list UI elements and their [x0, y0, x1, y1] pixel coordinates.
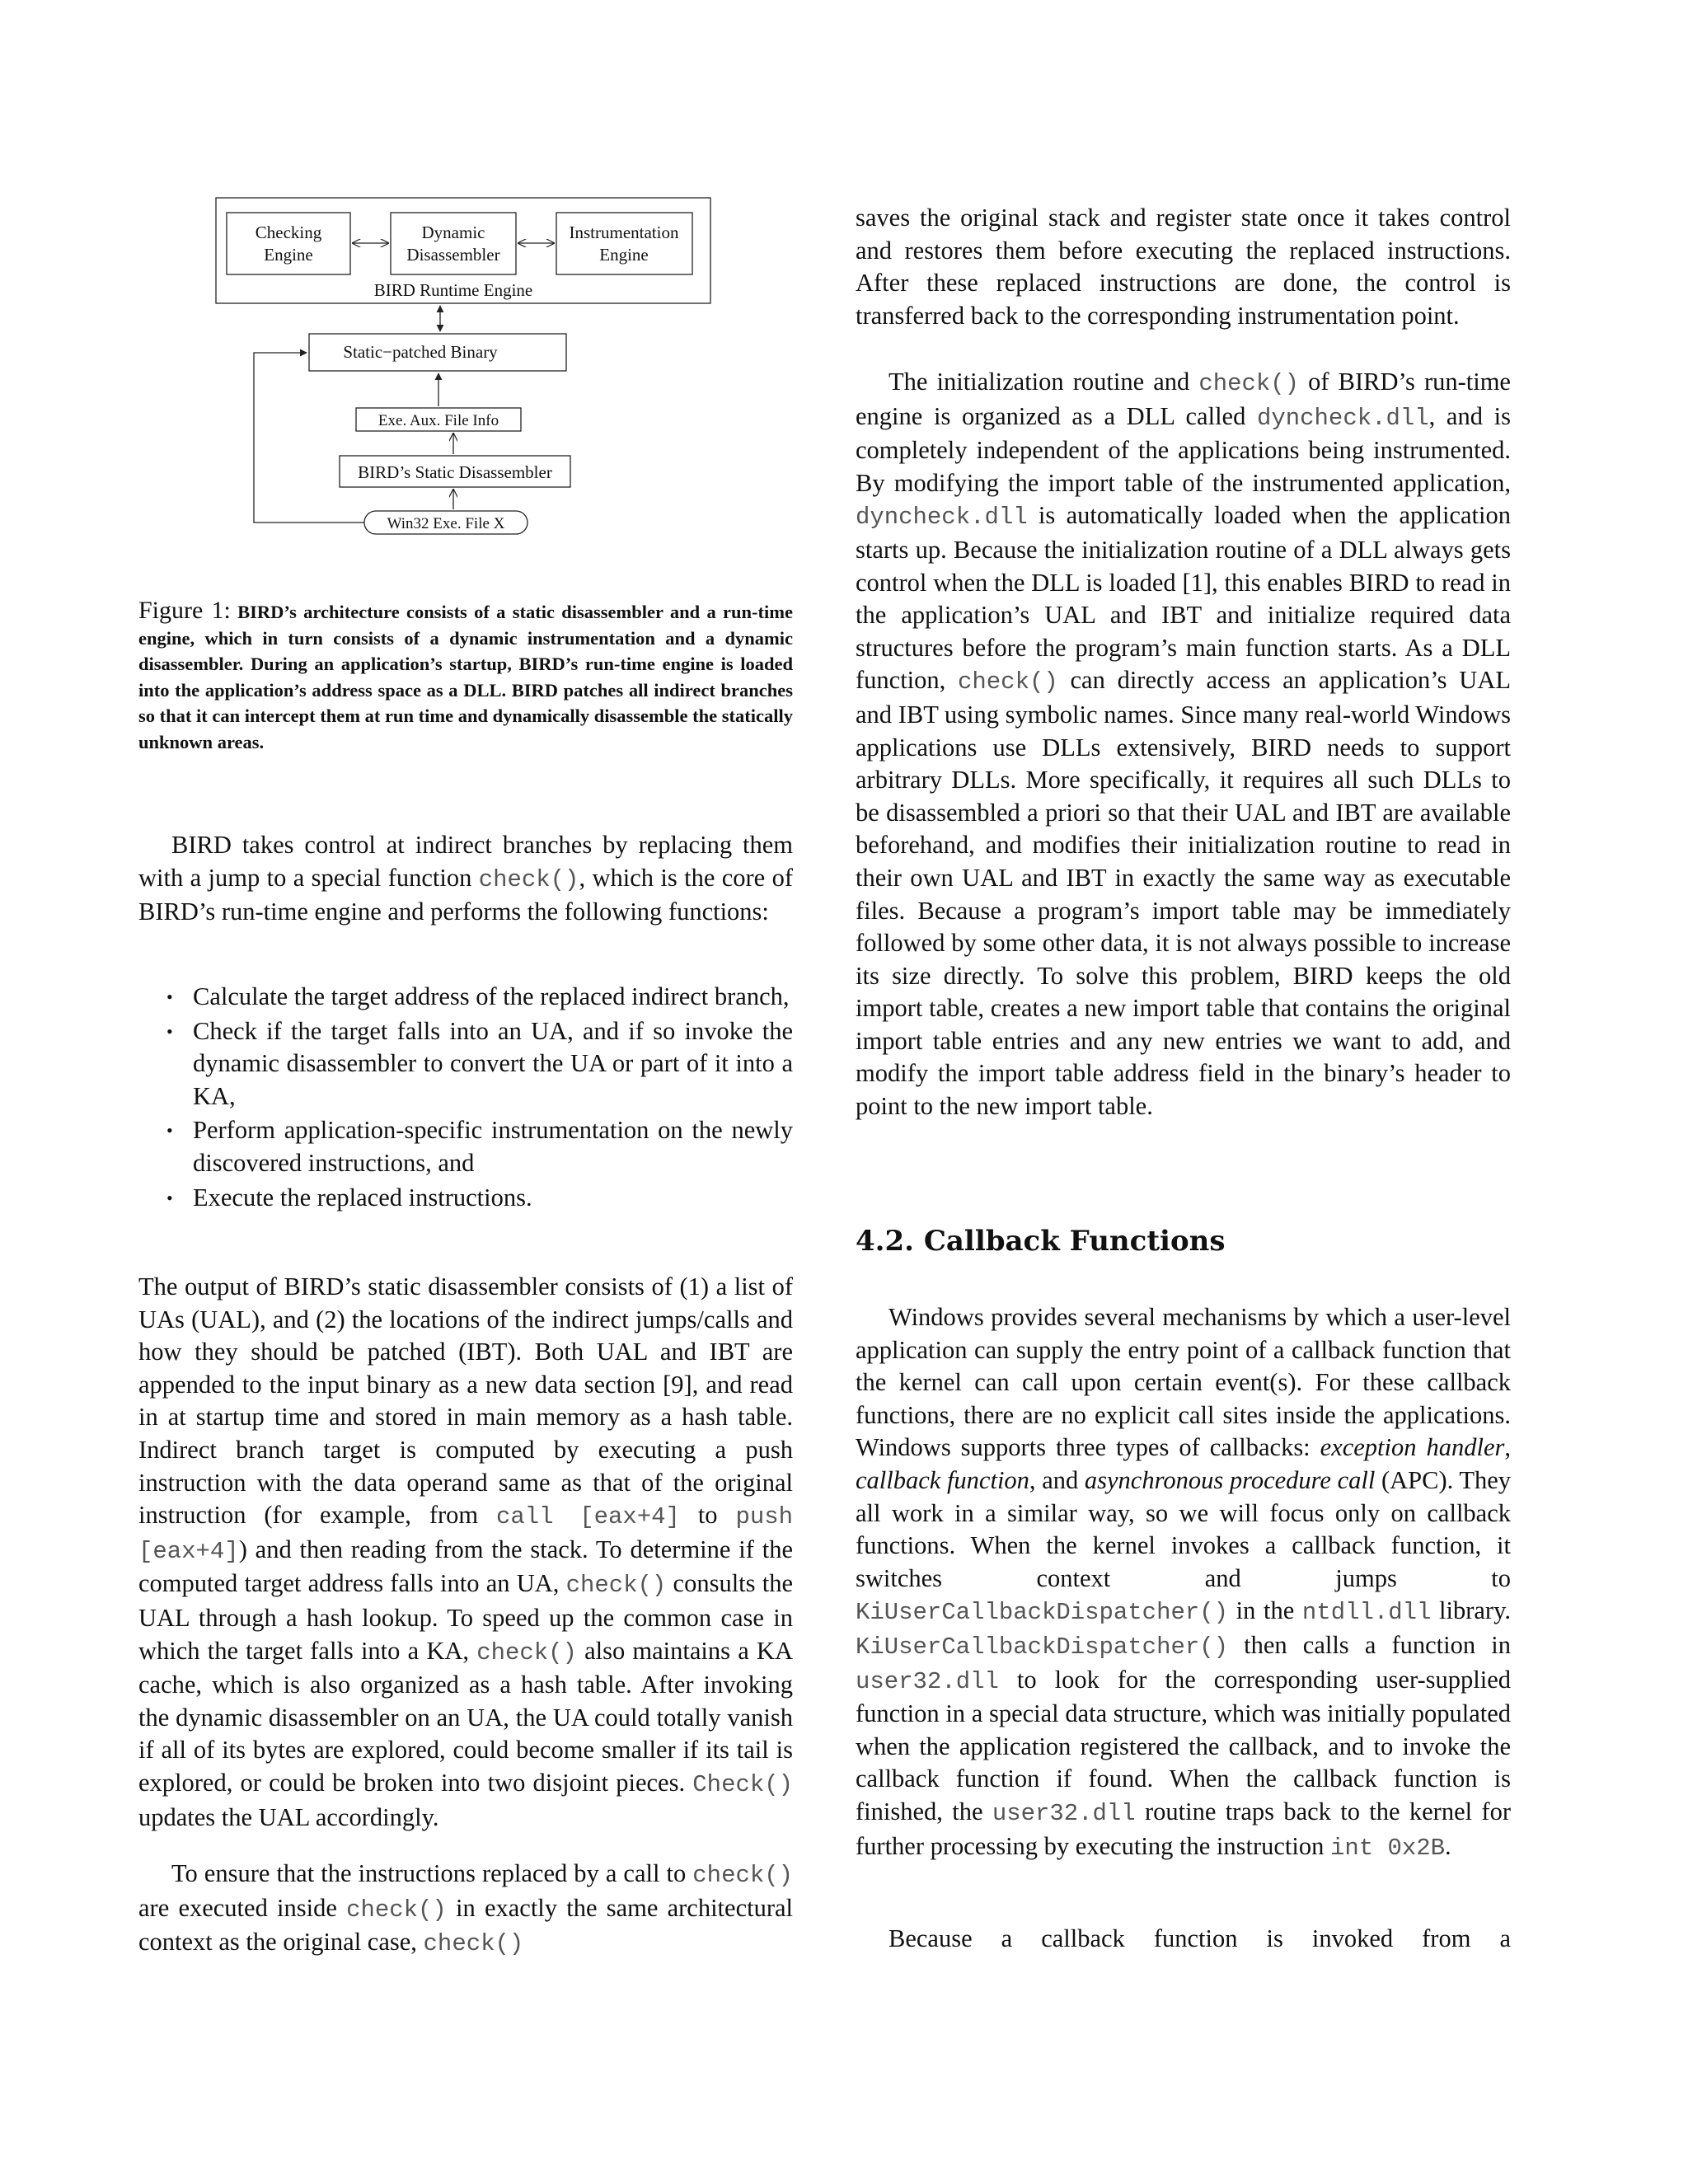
exe-aux-file-info-label: Exe. Aux. File Info [377, 412, 499, 429]
instrumentation-engine-label-1: Instrumentation [569, 223, 679, 242]
list-item: • Execute the replaced instructions. [166, 1183, 532, 1212]
figure-caption [138, 598, 793, 755]
paragraph-callback-invoked: Because a callback function is invoked from a [889, 1924, 1511, 1952]
dynamic-disassembler-label-1: Dynamic [421, 223, 485, 242]
figure-caption-label: Figure 1: [138, 597, 231, 624]
list-item: • Check if the target falls into an UA, and if so invoke the dynamic disassembler to convert the UA or part of it into a KA, [166, 1016, 793, 1110]
function-list [138, 981, 793, 1216]
paragraph-dll: The initialization routine and check() of BIRD’s run-time engine is organized as a DLL called dyncheck.dll, and is completely independent of the applications being instrumented. By modifying the import table of the instrumented application, dyncheck.dll is automatically loaded when the application starts up. Because the initialization routine of a DLL always gets control when the DLL is loaded [1], this enables BIRD to read in the application’s UAL and IBT and initialize required data structures before the program’s main function starts. As a DLL function, check() can directly access an application’s UAL and IBT using symbolic names. Since many real-world Windows applications use DLLs extensively, BIRD needs to support arbitrary DLLs. More specifically, it requires all such DLLs to be disassembled a priori so that their UAL and IBT are available beforehand, and modifies their initialization routine to read in their own UAL and IBT in exactly the same way as executable files. Because a program’s import table may be immediately followed by some other data, it is not always possible to increase its size directly. To solve this problem, BIRD keeps the old import table, creates a new import table that contains the original import table entries and any new entries we want to add, and modify the import table address field in the binary’s header to point to the new import table. [856, 368, 1511, 1121]
figure-caption-text: BIRD’s architecture consists of a static disassembler and a run-time engine, which in turn consists of a dynamic instrumentation and a dynamic disassembler. During an application’s startup, BIRD’s run-time engine is loaded into the application’s address space as a DLL. BIRD patches all indirect branches so that it can intercept them at run time and dynamically disassemble the statically unknown areas. [138, 602, 793, 752]
list-item: • Perform application-specific instrumentation on the newly discovered instructions, and [166, 1116, 793, 1177]
paragraph-continued: saves the original stack and register state once it takes control and restores them before executing the replaced instructions. After these replaced instructions are done, the control is transferred back to the corresponding instrumentation point. [856, 204, 1511, 330]
runtime-engine-label: BIRD Runtime Engine [373, 280, 533, 300]
checking-engine-label-2: Engine [264, 245, 313, 265]
paragraph-context: To ensure that the instructions replaced by a call to check() are executed inside check() in exactly the same architectural context as the original case, check() [138, 1859, 793, 1958]
dynamic-disassembler-label-2: Disassembler [406, 245, 500, 265]
static-disassembler-label: BIRD’s Static Disassembler [358, 462, 552, 482]
win32-exe-label: Win32 Exe. File X [387, 515, 505, 532]
paragraph-callbacks: Windows provides several mechanisms by which a user-level application can supply the entry point of a callback function that the kernel can call upon certain event(s). For these callback functions, there are no explicit call sites inside the applications. Windows supports three types of callbacks: exception handler, callback function, and asynchronous procedure call (APC). They all work in a similar way, so we will focus only on callback functions. When the kernel invokes a callback function, it switches context and jumps to KiUserCallbackDispatcher() in the ntdll.dll library. KiUserCallbackDispatcher() then calls a function in user32.dll to look for the corresponding user-supplied function in a special data structure, which was initially populated when the application registered the callback, and to invoke the callback function if found. When the callback function is finished, the user32.dll routine traps back to the kernel for further processing by executing the instruction int 0x2B. [856, 1303, 1511, 1862]
list-item: • Calculate the target address of the replaced indirect branch, [166, 982, 790, 1010]
arrow-exe-to-binary [254, 353, 364, 523]
paragraph-intro: BIRD takes control at indirect branches by replacing them with a jump to a special function check(), which is the core of BIRD’s run-time engine and performs the following functions: [138, 831, 794, 926]
architecture-diagram [206, 196, 734, 542]
static-patched-binary-label: Static−patched Binary [343, 342, 498, 362]
section-heading-callback-functions: 4.2. Callback Functions [856, 1225, 1226, 1258]
instrumentation-engine-label-2: Engine [599, 245, 649, 265]
paragraph-static-output: The output of BIRD’s static disassembler consists of (1) a list of UAs (UAL), and (2) the locations of the indirect jumps/calls and how they should be patched (IBT). Both UAL and IBT are appended to the input binary as a new data section [9], and read in at startup time and stored in main memory as a hash table. Indirect branch target is computed by executing a push instruction with the data operand same as that of the original instruction (for example, from call [eax+4] to push [eax+4]) and then reading from the stack. To determine if the computed target address falls into an UA, check() consults the UAL through a hash lookup. To speed up the common case in which the target falls into a KA, check() also maintains a KA cache, which is also organized as a hash table. After invoking the dynamic disassembler on an UA, the UA could totally vanish if all of its bytes are explored, could become smaller if its tail is explored, or could be broken into two disjoint pieces. Check() updates the UAL accordingly. [138, 1272, 794, 1831]
checking-engine-label-1: Checking [255, 223, 322, 242]
